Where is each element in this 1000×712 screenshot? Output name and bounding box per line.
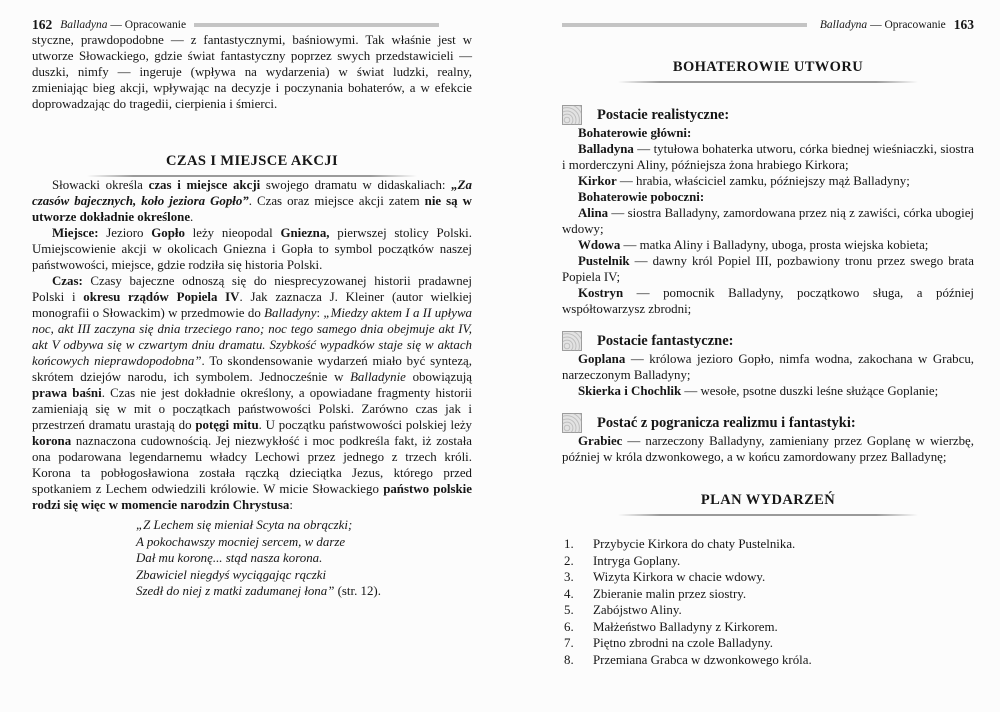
- running-head-right: [562, 18, 974, 32]
- plan-list-item: [562, 619, 974, 636]
- plan-item-number: 8.: [564, 652, 574, 667]
- text-segment: styczne, prawdopodobne — z fantastycznymi, baśniowymi. Tak właśnie jest w utworze Słowackiego, gdzie świat fantastyczny poprzez swych przedstawicieli — duszki, nimfy — ingeruje (wpływa na wydarzenia) w świat ludzki, realny, zmieniając bieg akcji, wpływając na decyzje i poczynania bohaterów, a w efekcie doprowadzając do tragedii, cierpienia i śmierci.: [32, 33, 472, 111]
- paragraph-quote-intro: [32, 177, 472, 225]
- text-segment: — dawny król Popiel III, pozbawiony tronu przez swego brata Popiela IV;: [562, 254, 974, 284]
- section-marker-icon: [562, 413, 582, 433]
- text-segment: Czasy bajeczne odnoszą się do niesprecyzowanej historii pradawnej Polski i: [32, 274, 472, 304]
- text-segment: — wesołe, psotne duszki leśne służące Goplanie;: [681, 384, 939, 398]
- page-number: 163: [953, 17, 974, 32]
- text-segment: okresu rządów Popiela IV: [83, 290, 240, 304]
- paragraph-czas: [32, 273, 472, 513]
- section-heading-bohaterowie: [562, 58, 974, 83]
- text-segment: Skierka i Chochlik: [578, 384, 682, 398]
- text-segment: Słowacki określa: [52, 178, 149, 192]
- subsection-title: Postacie realistyczne:: [597, 107, 730, 123]
- subsection-heading-realistic: [562, 105, 974, 125]
- text-segment: — siostra Balladyny, zamordowana przez nią z zawiści, córka ubogiej wdowy;: [562, 206, 974, 236]
- text-segment: obowiązują: [405, 370, 472, 384]
- plan-item-number: 2.: [564, 553, 574, 568]
- text-segment: Balladyna: [578, 142, 634, 156]
- section-title: PLAN WYDARZEŃ: [700, 492, 836, 508]
- text-segment: . Czas oraz miejsce akcji zatem: [248, 194, 425, 208]
- section-marker-icon: [562, 331, 582, 351]
- header-bar: [194, 23, 439, 27]
- verse-line: [136, 550, 472, 567]
- paragraph-miejsce: [32, 225, 472, 273]
- text-segment: „Z Lechem się mieniał Scyta na obrączki;: [136, 518, 353, 532]
- section-title: BOHATEROWIE UTWORU: [672, 59, 864, 75]
- text-segment: „Miedzy aktem I a II upływa noc, akt III zaczyna się dnia trzeciego rano; noc tego samego dnia obejmuje akt IV, akt V odbywa się w czwartym dniu dramatu. Szybkość wypadków staje się w aktach końcowych nieprawdopodobna”: [32, 306, 473, 368]
- subsection-heading-fantastic: [562, 331, 974, 351]
- plan-item-text: Małżeństwo Balladyny z Kirkorem.: [593, 619, 778, 634]
- text-segment: — narzeczony Balladyny, zamieniany przez Goplanę w wierzbę, później w króla dzwonkowego, a w końcu zamordowany przez Balladynę;: [562, 434, 974, 464]
- plan-item-number: 7.: [564, 636, 574, 650]
- character-entry-alina: [562, 205, 974, 237]
- running-title: [60, 18, 186, 32]
- group-label-side: Bohaterowie poboczni:: [578, 190, 705, 204]
- verse-line: [136, 534, 472, 551]
- running-title-book: Balladyna: [60, 19, 108, 31]
- plan-item-number: 4.: [564, 586, 574, 601]
- text-segment: . To skondensowanie wydarzeń miało być syntezą, skrótem dziejów narodu, ich symbolem. Jednocześnie w: [32, 354, 472, 384]
- plan-list-item: [562, 553, 974, 570]
- text-segment: państwo polskie rodzi się więc w momencie narodzin Chrystusa: [32, 482, 472, 512]
- plan-item-number: 1.: [564, 537, 574, 551]
- character-entry-wdowa: [562, 237, 974, 253]
- plan-item-number: 5.: [564, 603, 574, 617]
- text-segment: „Za czasów bajecznych, koło jeziora Gopło”: [32, 178, 472, 208]
- section-rule: [618, 514, 918, 516]
- text-segment: — królowa jezioro Gopło, nimfa wodna, zakochana w Grabcu, narzeczonym Balladyny;: [562, 352, 974, 382]
- plan-item-text: Intryga Goplany.: [593, 553, 681, 568]
- character-entry-pustelnik: [562, 253, 974, 285]
- text-segment: Pustelnik: [578, 254, 630, 268]
- plan-list-item: [562, 602, 974, 619]
- text-segment: :: [289, 498, 293, 512]
- plan-item-text: Zabójstwo Aliny.: [593, 603, 682, 617]
- character-entry-skierka: [562, 383, 974, 399]
- text-segment: Goplana: [578, 352, 626, 366]
- left-page: [32, 18, 472, 600]
- plan-list-item: [562, 536, 974, 553]
- plan-list-item: [562, 635, 974, 652]
- text-segment: Balladyny: [264, 306, 317, 320]
- intro-paragraph: [32, 32, 472, 112]
- plan-item-text: Zbieranie malin przez siostry.: [593, 586, 747, 601]
- plan-item-number: 3.: [564, 570, 574, 584]
- text-segment: Balladynie: [350, 370, 406, 384]
- verse-line: [136, 517, 472, 534]
- text-segment: Alina: [578, 206, 609, 220]
- text-segment: Gopło: [151, 226, 185, 240]
- character-entry-kirkor: [562, 173, 974, 189]
- plan-item-text: Wizyta Kirkora w chacie wdowy.: [593, 570, 766, 584]
- text-segment: . Czas nie jest dokładnie określony, a opowiadane fragmenty historii zamieniają się w mit o początkach państwowości Polski. Zarówno czas jak i przestrzeń dramatu urastają do: [32, 386, 472, 432]
- character-entry-goplana: [562, 351, 974, 383]
- plan-list: [562, 536, 974, 668]
- section-heading-czas: [32, 152, 472, 177]
- running-title-book: Balladyna: [819, 19, 868, 31]
- plan-item-text: Piętno zbrodni na czole Balladyny.: [593, 636, 773, 650]
- text-segment: potęgi mitu: [195, 418, 259, 432]
- verse-quote: [136, 517, 472, 600]
- text-segment: czas i miejsce akcji: [148, 178, 261, 192]
- running-title: [820, 18, 946, 32]
- plan-item-text: Przemiana Grabca w dzwonkowego króla.: [593, 652, 812, 667]
- running-head-left: [32, 18, 472, 32]
- text-segment: Grabiec: [578, 434, 623, 448]
- text-segment: — tytułowa bohaterka utworu, córka biednej wieśniaczki, siostra i morderczyni Aliny, późniejsza żona hrabiego Kirkora;: [562, 142, 974, 172]
- section-title: CZAS I MIEJSCE AKCJI: [166, 153, 338, 169]
- running-title-suffix: — Opracowanie: [107, 19, 187, 31]
- text-segment: A pokochawszy mocniej sercem, w darze: [136, 534, 346, 549]
- group-label-main: Bohaterowie główni:: [578, 126, 692, 140]
- text-segment: Dał mu koronę... stąd nasza korona.: [136, 551, 323, 565]
- subsection-title: Postać z pogranicza realizmu i fantastyki:: [597, 415, 856, 431]
- text-segment: Zbawiciel niegdyś wyciągając rączki: [136, 567, 327, 582]
- character-entry-kostryn: [562, 285, 974, 317]
- running-title-suffix: — Opracowanie: [867, 19, 946, 31]
- text-segment: .: [190, 210, 194, 224]
- verse-line: [136, 567, 472, 584]
- text-segment: Gniezna,: [280, 226, 330, 240]
- plan-list-item: [562, 586, 974, 603]
- page-number: 162: [32, 17, 53, 32]
- text-segment: Kostryn: [578, 286, 624, 300]
- text-segment: :: [316, 306, 324, 320]
- text-segment: — hrabia, właściciel zamku, późniejszy mąż Balladyny;: [616, 174, 910, 188]
- text-segment: leży nieopodal: [184, 226, 281, 240]
- subsection-title: Postacie fantastyczne:: [597, 333, 734, 349]
- subsection-heading-borderline: [562, 413, 974, 433]
- section-rule: [618, 81, 918, 83]
- text-segment: korona: [32, 434, 72, 448]
- text-segment: (str. 12).: [334, 584, 381, 598]
- plan-item-number: 6.: [564, 619, 574, 634]
- right-page: [562, 18, 974, 668]
- text-segment: Kirkor: [578, 174, 617, 188]
- text-segment: Miejsce:: [52, 226, 99, 240]
- section-heading-plan: [562, 491, 974, 516]
- text-segment: Czas:: [52, 274, 83, 288]
- text-segment: . Jak zaznacza J. Kleiner (autor wielkiej monografii o Słowackim) w przedmowie do: [32, 290, 472, 320]
- character-entry-grabiec: [562, 433, 974, 465]
- plan-list-item: [562, 652, 974, 669]
- text-segment: — pomocnik Balladyny, początkowo sługa, a później współtowarzysz zbrodni;: [562, 286, 974, 316]
- text-segment: Jezioro: [98, 226, 152, 240]
- text-segment: — matka Aliny i Balladyny, uboga, prosta wiejska kobieta;: [620, 238, 929, 252]
- text-segment: swojego dramatu w didaskaliach:: [260, 178, 452, 192]
- character-entry-balladyna: [562, 141, 974, 173]
- text-segment: Szedł do niej z matki zadumanej łona”: [136, 584, 335, 598]
- section-marker-icon: [562, 105, 582, 125]
- text-segment: naznaczona cudownością. Jej niezwykłość i moc podkreśla fakt, iż została ona podarowana legendarnemu władcy Lechowi przez jednego z trzech króli. Korona ta pobłogosławiona została rączką dzieciątka Jezus, którego przed spotkaniem z Lechem odwiedzili królowie. W micie Słowackiego: [32, 434, 472, 496]
- plan-list-item: [562, 569, 974, 586]
- text-segment: Wdowa: [578, 238, 621, 252]
- verse-line: [136, 583, 472, 600]
- header-bar: [562, 23, 807, 27]
- plan-item-text: Przybycie Kirkora do chaty Pustelnika.: [593, 537, 796, 551]
- text-segment: prawa baśni: [32, 386, 102, 400]
- text-segment: . U początku państwowości polskiej leży: [258, 418, 473, 432]
- text-segment: pierwszej stolicy Polski. Umiejscowienie akcji w okolicach Gniezna i Gopła to symbol początków naszej państwowości, miejsce, gdzie rodziła się historia Polski.: [32, 226, 472, 272]
- text-segment: nie są w utworze dokładnie określone: [32, 194, 472, 224]
